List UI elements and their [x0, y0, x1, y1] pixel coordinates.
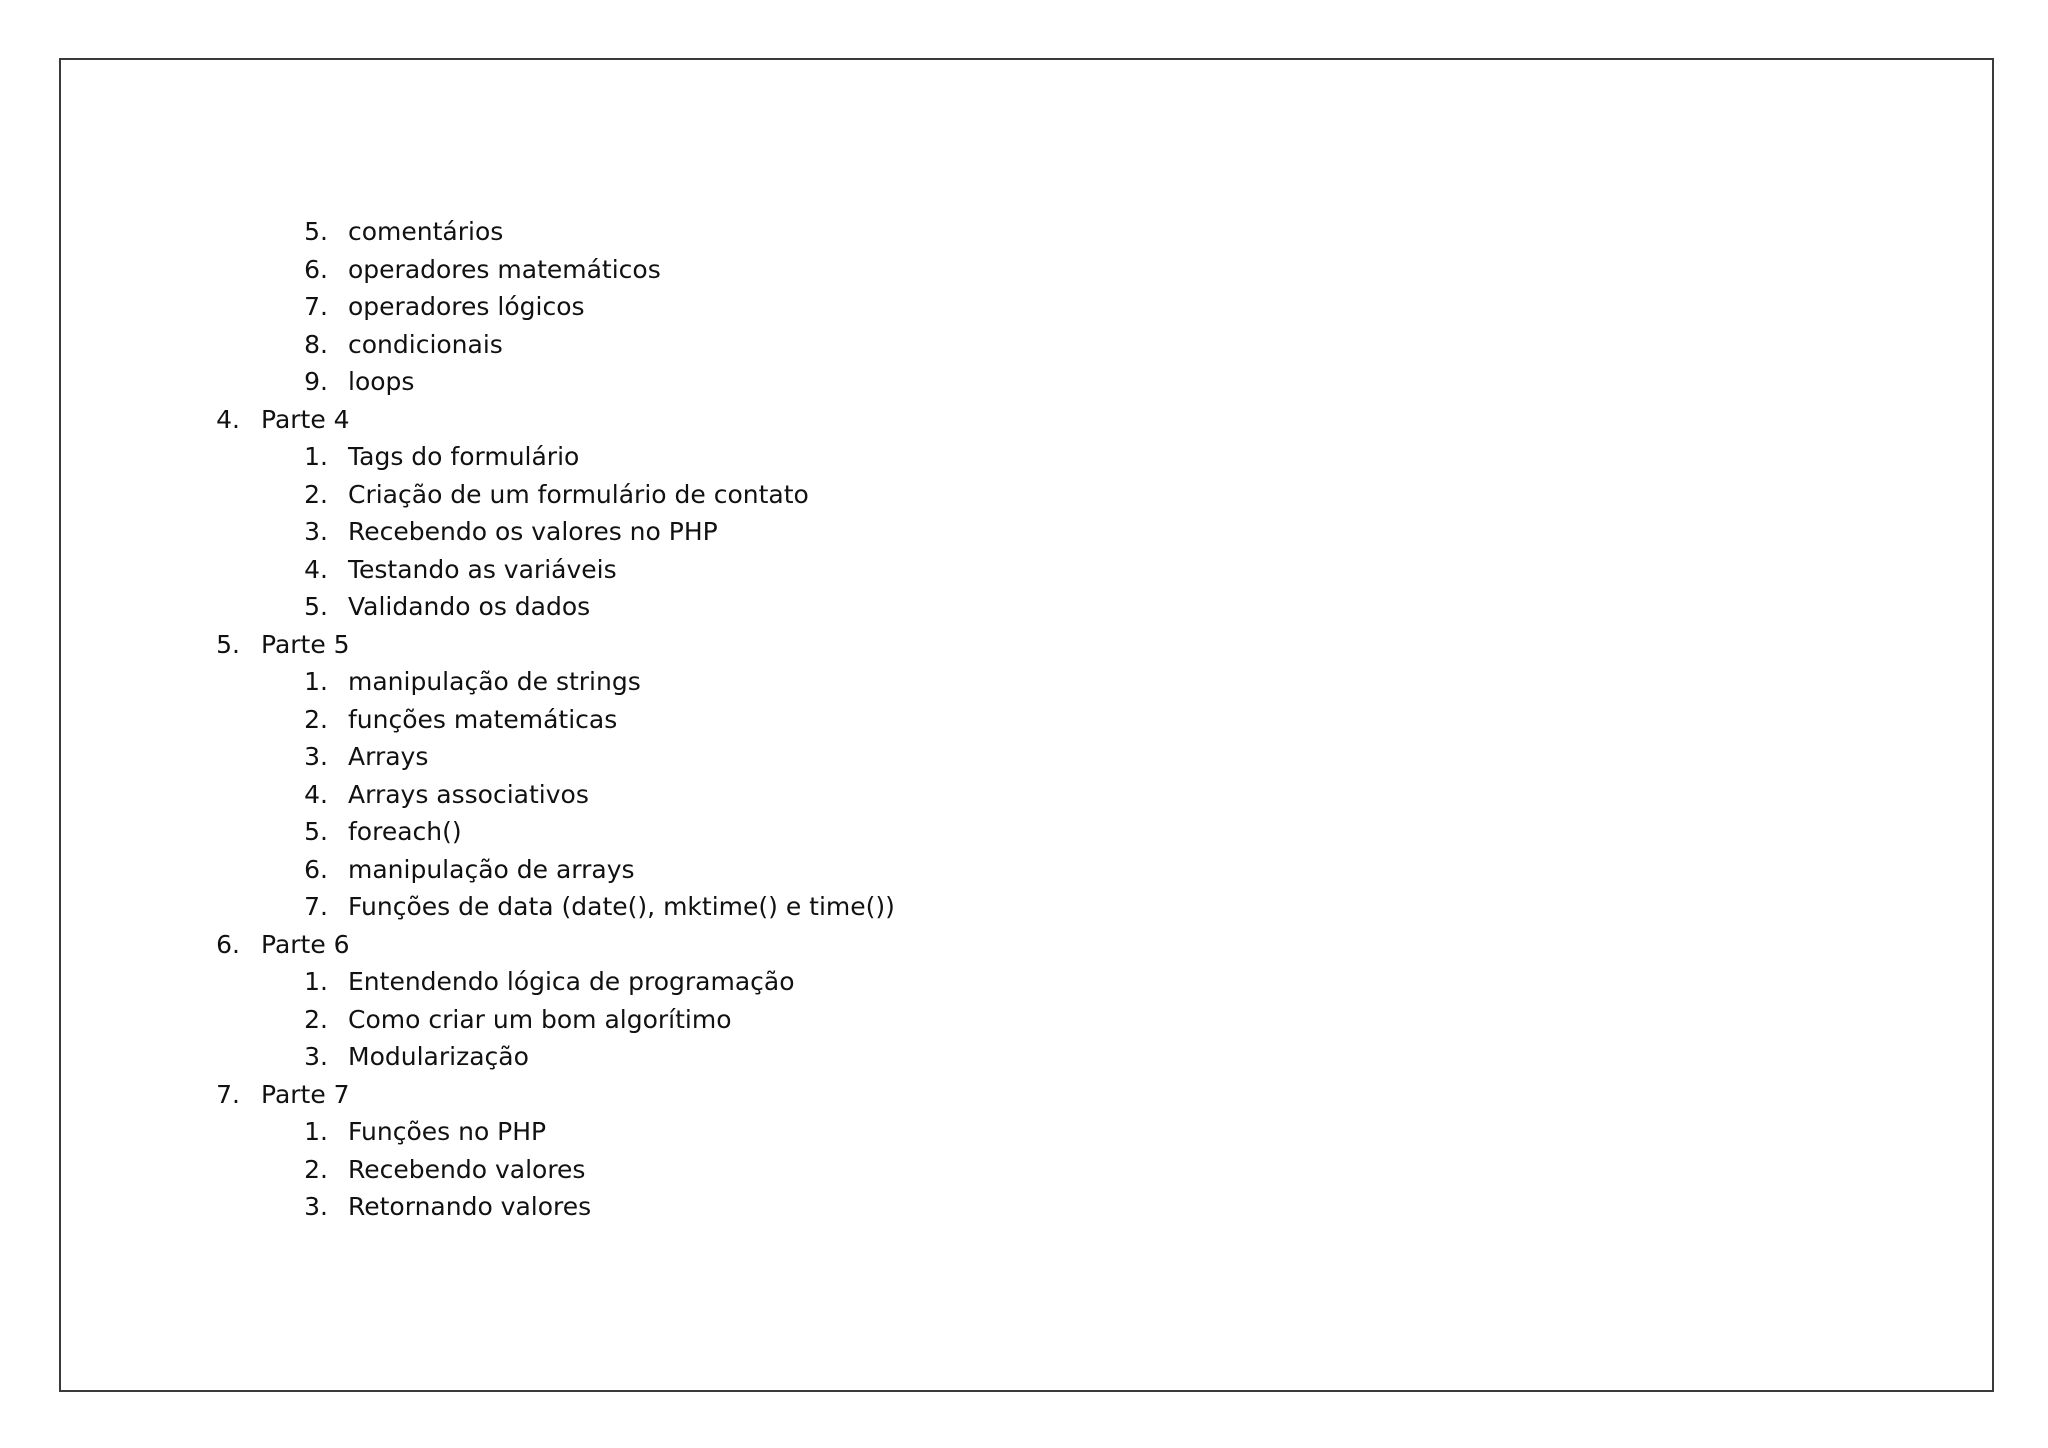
- outline-item: [0, 1113, 2048, 1151]
- section-number: 7.: [216, 1079, 240, 1109]
- item-text: Como criar um bom algorítimo: [348, 1004, 732, 1034]
- section-number: 4.: [216, 404, 240, 434]
- item-number: 1.: [304, 667, 328, 696]
- item-text: Retornando valores: [348, 1192, 592, 1221]
- item-number: 8.: [304, 329, 328, 359]
- outline-item: [0, 251, 2048, 289]
- item-number: 4.: [304, 779, 328, 809]
- outline-item: [0, 701, 2048, 739]
- item-number: 6.: [304, 854, 328, 884]
- item-text: Recebendo os valores no PHP: [348, 517, 718, 546]
- outline-item: [0, 1151, 2048, 1189]
- item-text: Arrays: [348, 742, 429, 771]
- item-text: Validando os dados: [348, 592, 591, 621]
- item-number: 2.: [304, 704, 328, 734]
- item-text: operadores lógicos: [348, 292, 585, 321]
- item-number: 1.: [304, 1117, 328, 1146]
- item-number: 5.: [304, 217, 328, 246]
- item-number: 1.: [304, 442, 328, 471]
- outline-item: [0, 476, 2048, 514]
- section-title: Parte 6: [261, 929, 350, 959]
- item-number: 9.: [304, 367, 328, 396]
- outline-item: [0, 513, 2048, 551]
- outline-list: [0, 213, 2048, 1226]
- item-number: 7.: [304, 292, 328, 321]
- item-number: 2.: [304, 1004, 328, 1034]
- outline-item: [0, 213, 2048, 251]
- item-text: Arrays associativos: [348, 779, 589, 809]
- outline-item: [0, 663, 2048, 701]
- item-text: condicionais: [348, 329, 503, 359]
- item-text: Entendendo lógica de programação: [348, 967, 795, 996]
- item-number: 5.: [304, 817, 328, 846]
- item-text: manipulação de strings: [348, 667, 641, 696]
- item-number: 2.: [304, 479, 328, 509]
- item-text: Recebendo valores: [348, 1154, 586, 1184]
- item-number: 2.: [304, 1154, 328, 1184]
- outline-section: [0, 926, 2048, 964]
- item-number: 4.: [304, 554, 328, 584]
- outline-item: [0, 1001, 2048, 1039]
- outline-item: [0, 813, 2048, 851]
- outline-item: [0, 288, 2048, 326]
- item-number: 3.: [304, 517, 328, 546]
- outline-item: [0, 738, 2048, 776]
- item-number: 3.: [304, 1042, 328, 1071]
- outline-item: [0, 851, 2048, 889]
- outline-item: [0, 776, 2048, 814]
- outline-item: [0, 326, 2048, 364]
- section-number: 6.: [216, 929, 240, 959]
- outline-item: [0, 1038, 2048, 1076]
- outline-section: [0, 626, 2048, 664]
- section-title: Parte 5: [261, 629, 350, 659]
- outline-section: [0, 401, 2048, 439]
- outline-item: [0, 1188, 2048, 1226]
- item-text: Testando as variáveis: [348, 554, 617, 584]
- item-number: 3.: [304, 1192, 328, 1221]
- outline-item: [0, 438, 2048, 476]
- section-title: Parte 4: [261, 404, 350, 434]
- outline-item: [0, 363, 2048, 401]
- item-text: operadores matemáticos: [348, 254, 661, 284]
- item-text: Funções no PHP: [348, 1117, 547, 1146]
- item-text: Funções de data (date(), mktime() e time()): [348, 892, 895, 921]
- item-text: comentários: [348, 217, 504, 246]
- outline-item: [0, 551, 2048, 589]
- section-title: Parte 7: [261, 1079, 350, 1109]
- item-number: 3.: [304, 742, 328, 771]
- item-text: Tags do formulário: [348, 442, 580, 471]
- item-number: 1.: [304, 967, 328, 996]
- item-number: 5.: [304, 592, 328, 621]
- outline-item: [0, 888, 2048, 926]
- item-number: 6.: [304, 254, 328, 284]
- item-text: loops: [348, 367, 415, 396]
- item-number: 7.: [304, 892, 328, 921]
- item-text: foreach(): [348, 817, 462, 846]
- outline-item: [0, 963, 2048, 1001]
- item-text: Criação de um formulário de contato: [348, 479, 809, 509]
- item-text: funções matemáticas: [348, 704, 618, 734]
- outline-section: [0, 1076, 2048, 1114]
- outline-item: [0, 588, 2048, 626]
- item-text: Modularização: [348, 1042, 529, 1071]
- item-text: manipulação de arrays: [348, 854, 635, 884]
- section-number: 5.: [216, 629, 240, 659]
